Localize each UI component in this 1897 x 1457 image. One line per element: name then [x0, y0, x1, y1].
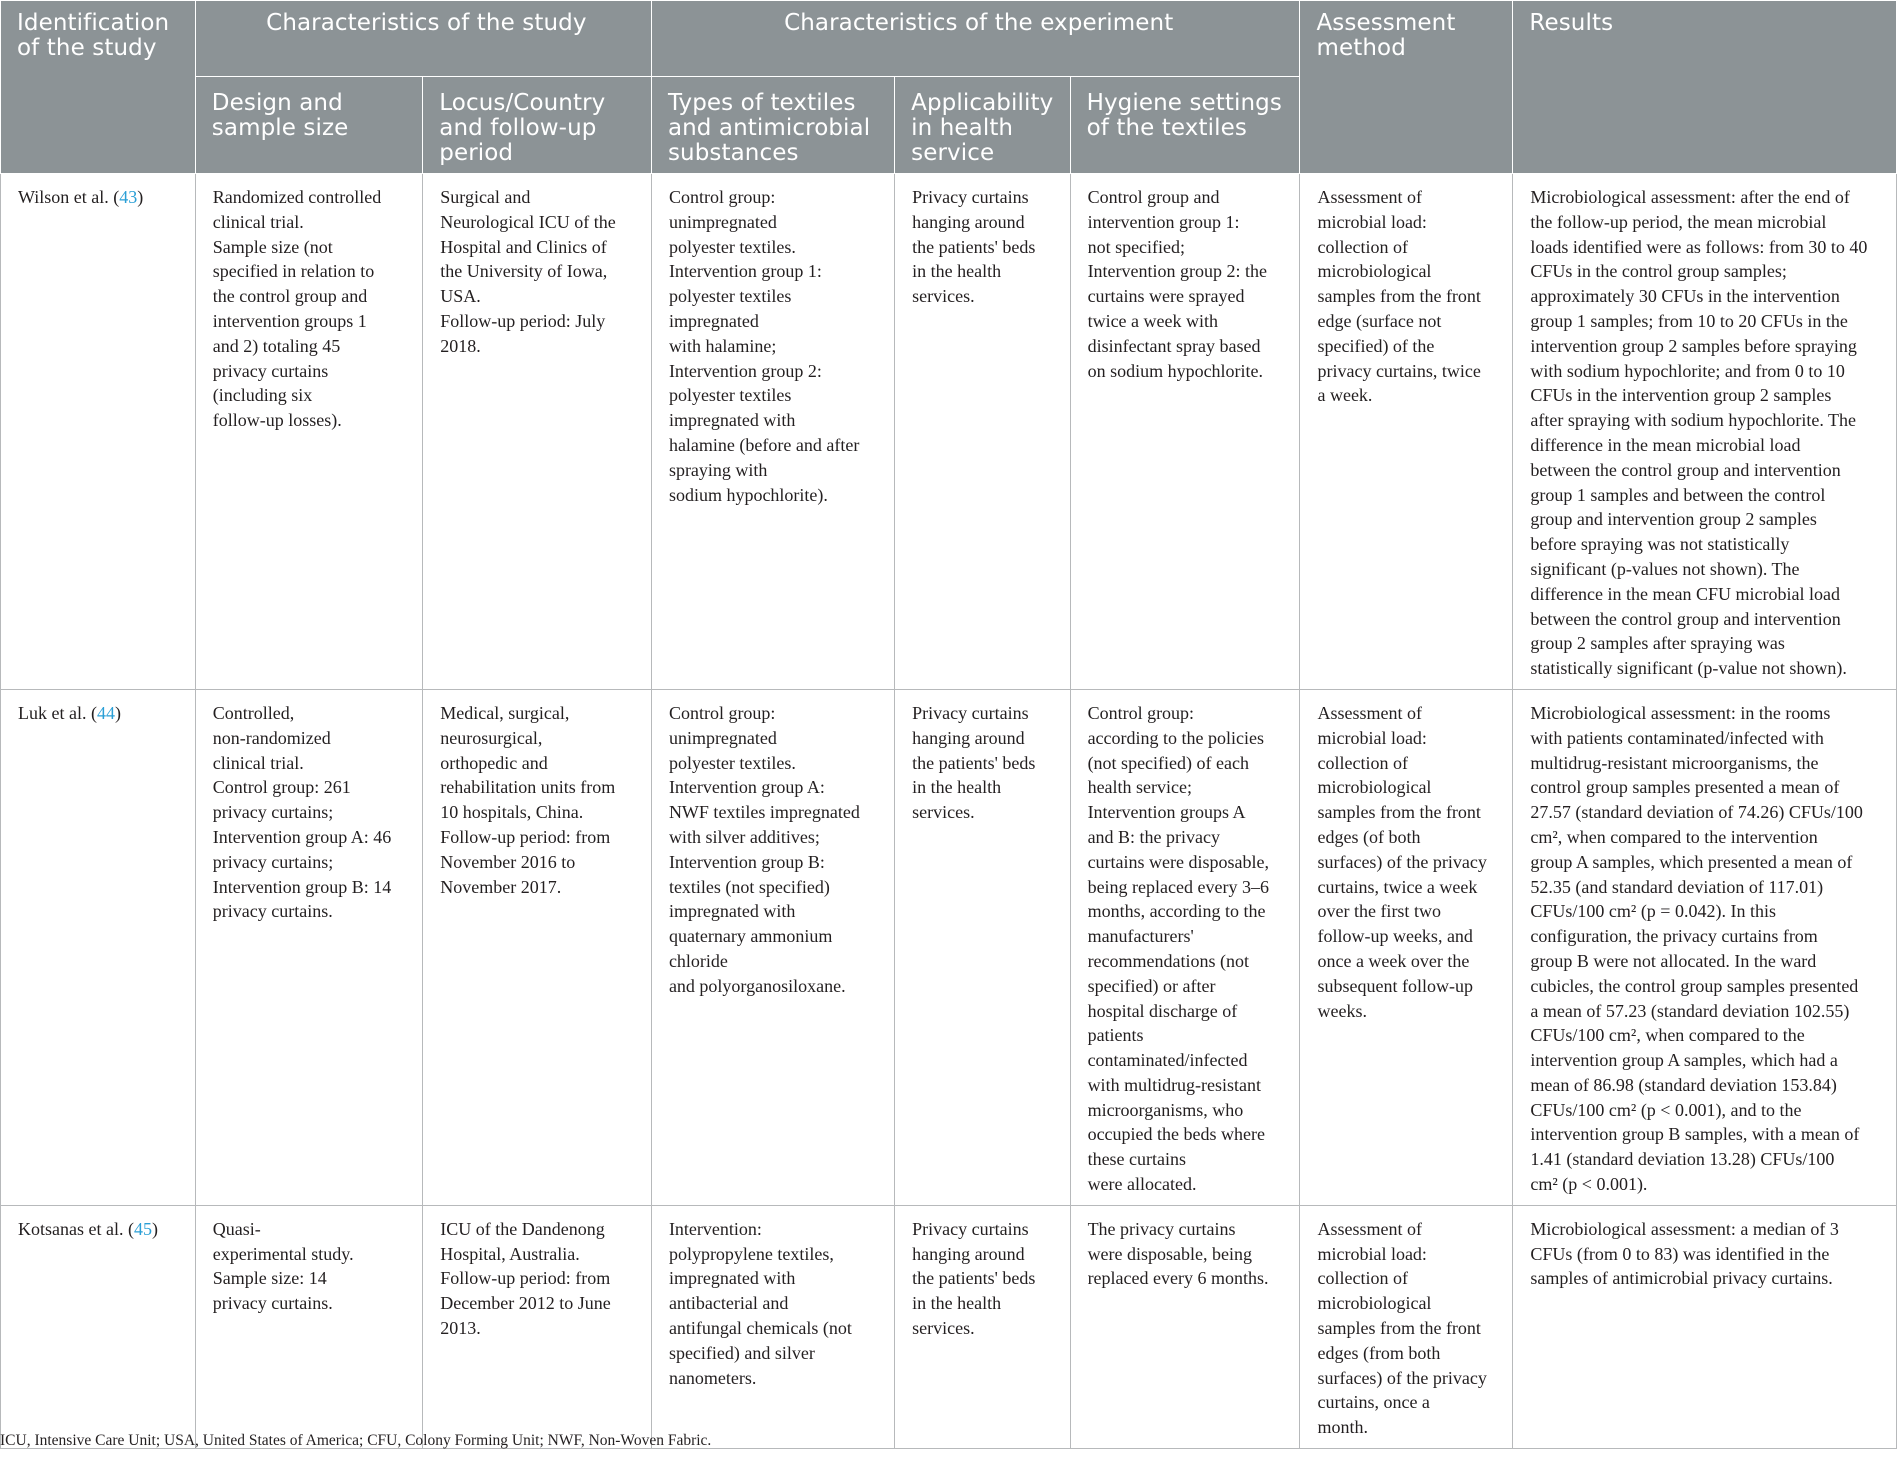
types-cell: Control group: unimpregnated polyester textiles. Intervention group A: NWF textiles impregnated with silver additives; Intervention group B: textiles (not specified) impregnated with quaternary ammonium chloride and polyorganosiloxane.	[651, 689, 894, 1205]
applicability-cell: Privacy curtains hanging around the patients' beds in the health services.	[895, 174, 1070, 690]
assessment-cell: Assessment of microbial load: collection of microbiological samples from the front edge (surface not specified) of the privacy curtains, twice a week.	[1300, 174, 1513, 690]
table-footnote: ICU, Intensive Care Unit; USA, United States of America; CFU, Colony Forming Unit; NWF, Non-Woven Fabric.	[0, 1432, 712, 1449]
assessment-cell: Assessment of microbial load: collection of microbiological samples from the front edges (of both surfaces) of the privacy curtains, twice a week over the first two follow-up weeks, and once a week over the subsequent follow-up weeks.	[1300, 689, 1513, 1205]
header-types: Types of textiles and antimicrobial substances	[651, 77, 894, 174]
study-identification: Wilson et al. (43)	[1, 174, 196, 690]
results-cell: Microbiological assessment: after the end of the follow-up period, the mean microbial loads identified were as follows: from 30 to 40 CFUs in the control group samples; approximately 30 CFUs in the intervention group 1 samples; from 10 to 20 CFUs in the intervention group 2 samples before spraying with sodium hypochlorite; and from 0 to 10 CFUs in the intervention group 2 samples after spraying with sodium hypochlorite. The difference in the mean microbial load between the control group and intervention group 1 samples and between the control group and intervention group 2 samples before spraying was not statistically significant (p-values not shown). The difference in the mean CFU microbial load between the control group and intervention group 2 samples after spraying was statistically significant (p-value not shown).	[1513, 174, 1897, 690]
locus-cell: Medical, surgical, neurosurgical, orthopedic and rehabilitation units from 10 hospitals, China. Follow-up period: from November 2016 to November 2017.	[423, 689, 652, 1205]
header-locus: Locus/Country and follow-up period	[423, 77, 652, 174]
table-row	[1, 689, 1897, 1205]
hygiene-cell: The privacy curtains were disposable, being replaced every 6 months.	[1070, 1205, 1300, 1448]
header-applicability: Applicability in health service	[895, 77, 1070, 174]
table-row	[1, 174, 1897, 690]
header-assessment-method: Assessment method	[1300, 1, 1513, 174]
reference-link[interactable]: 43	[119, 187, 138, 207]
results-cell: Microbiological assessment: a median of 3 CFUs (from 0 to 83) was identified in the samples of antimicrobial privacy curtains.	[1513, 1205, 1897, 1448]
design-cell: Quasi- experimental study. Sample size: 14 privacy curtains.	[195, 1205, 422, 1448]
header-characteristics-experiment: Characteristics of the experiment	[651, 1, 1300, 77]
applicability-cell: Privacy curtains hanging around the patients' beds in the health services.	[895, 1205, 1070, 1448]
study-identification: Luk et al. (44)	[1, 689, 196, 1205]
types-cell: Intervention: polypropylene textiles, impregnated with antibacterial and antifungal chemicals (not specified) and silver nanometers.	[651, 1205, 894, 1448]
assessment-cell: Assessment of microbial load: collection of microbiological samples from the front edges (from both surfaces) of the privacy curtains, once a month.	[1300, 1205, 1513, 1448]
locus-cell: ICU of the Dandenong Hospital, Australia. Follow-up period: from December 2012 to June 2013.	[423, 1205, 652, 1448]
hygiene-cell: Control group and intervention group 1: not specified; Intervention group 2: the curtains were sprayed twice a week with disinfectant spray based on sodium hypochlorite.	[1070, 174, 1300, 690]
hygiene-cell: Control group: according to the policies (not specified) of each health service; Intervention groups A and B: the privacy curtains were disposable, being replaced every 3–6 months, according to the manufacturers' recommendations (not specified) or after hospital discharge of patients contaminated/infected with multidrug-resistant microorganisms, who occupied the beds where these curtains were allocated.	[1070, 689, 1300, 1205]
header-identification: Identification of the study	[1, 1, 196, 174]
header-design: Design and sample size	[195, 77, 422, 174]
results-cell: Microbiological assessment: in the rooms with patients contaminated/infected with multidrug-resistant microorganisms, the control group samples presented a mean of 27.57 (standard deviation of 74.26) CFUs/100 cm², when compared to the intervention group A samples, which presented a mean of 52.35 (and standard deviation of 117.01) CFUs/100 cm² (p = 0.042). In this configuration, the privacy curtains from group B were not allocated. In the ward cubicles, the control group samples presented a mean of 57.23 (standard deviation 102.55) CFUs/100 cm², when compared to the intervention group A samples, which had a mean of 86.98 (standard deviation 153.84) CFUs/100 cm² (p < 0.001), and to the intervention group B samples, with a mean of 1.41 (standard deviation 13.28) CFUs/100 cm² (p < 0.001).	[1513, 689, 1897, 1205]
reference-link[interactable]: 45	[133, 1218, 152, 1239]
design-cell: Randomized controlled clinical trial. Sample size (not specified in relation to the control group and intervention groups 1 and 2) totaling 45 privacy curtains (including six follow-up losses).	[195, 174, 422, 690]
header-results: Results	[1513, 1, 1897, 174]
header-characteristics-study: Characteristics of the study	[195, 1, 651, 77]
study-identification: Kotsanas et al. (45)	[1, 1205, 196, 1448]
types-cell: Control group: unimpregnated polyester textiles. Intervention group 1: polyester textiles impregnated with halamine; Intervention group 2: polyester textiles impregnated with halamine (before and after spraying with sodium hypochlorite).	[651, 174, 894, 690]
applicability-cell: Privacy curtains hanging around the patients' beds in the health services.	[895, 689, 1070, 1205]
reference-link[interactable]: 44	[96, 702, 115, 723]
table-row	[1, 1205, 1897, 1448]
header-hygiene: Hygiene settings of the textiles	[1070, 77, 1300, 174]
locus-cell: Surgical and Neurological ICU of the Hospital and Clinics of the University of Iowa, USA. Follow-up period: July 2018.	[423, 174, 652, 690]
design-cell: Controlled, non-randomized clinical trial. Control group: 261 privacy curtains; Intervention group A: 46 privacy curtains; Intervention group B: 14 privacy curtains.	[195, 689, 422, 1205]
